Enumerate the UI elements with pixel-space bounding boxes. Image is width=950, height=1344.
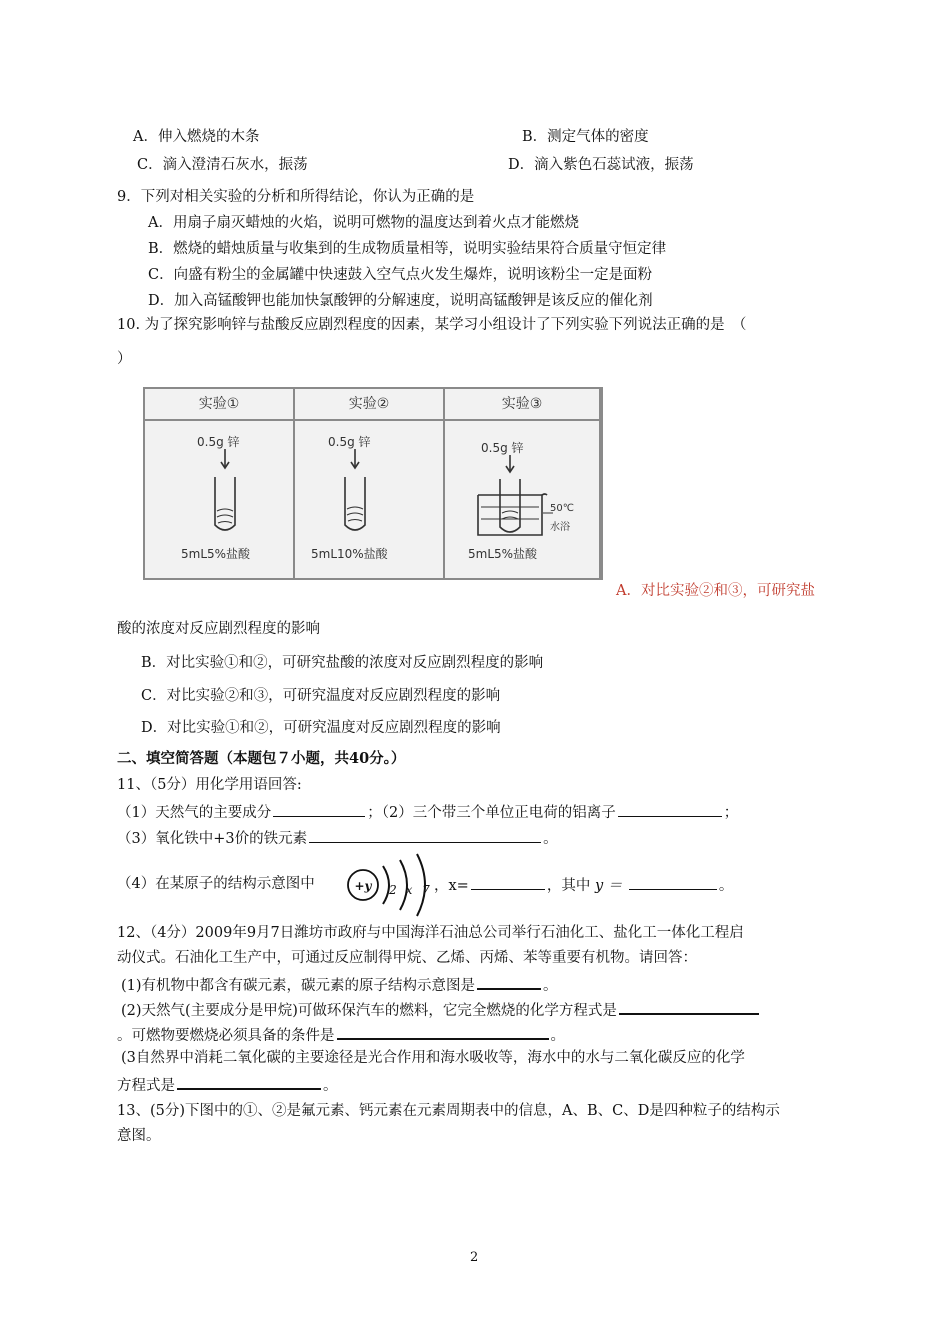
zinc-label-1: 0.5g 锌 (197, 435, 240, 449)
q12-condition-label: 。可燃物要燃烧必须具备的条件是 (117, 1028, 335, 1044)
q10-option-a-part1: A．对比实验②和③，可研究盐 (616, 583, 815, 599)
q12-line-5 (117, 1023, 565, 1046)
q11-answer-blank-3[interactable] (309, 827, 541, 843)
q11-part2-end: ； (723, 805, 739, 821)
q12-line-4 (121, 998, 761, 1021)
q11-y-prefix: ，其中 (546, 878, 591, 894)
q12-part1-label: (1)有机物中都含有碳元素，碳元素的原子结构示意图是 (121, 978, 476, 994)
shell-3-electrons: 7 (422, 883, 430, 897)
experiment-3-title: 实验③ (445, 389, 599, 421)
q9-option-a: A．用扇子扇灭蜡烛的火焰，说明可燃物的温度达到着火点才能燃烧 (148, 215, 579, 231)
q12-condition-end: 。 (550, 1028, 565, 1044)
q11-part4-answers (434, 874, 733, 896)
q10-stem: 10. 为了探究影响锌与盐酸反应剧烈程度的因素，某学习小组设计了下列实验下列说法正确的是 （ (117, 317, 747, 333)
q9-stem: 9．下列对相关实验的分析和所得结论，你认为正确的是 (117, 189, 475, 205)
shell-1-electrons: 2 (389, 883, 397, 897)
q12-line-6: (3自然界中消耗二氧化碳的主要途径是光合作用和海水吸收等，海水中的水与二氧化碳反应的化学 (121, 1050, 745, 1066)
zinc-label-2: 0.5g 锌 (328, 435, 371, 449)
q12-answer-blank-2[interactable] (619, 998, 759, 1015)
test-tube-drawings (145, 389, 601, 578)
acid-label-2: 5mL10%盐酸 (311, 547, 388, 561)
q11-x-blank[interactable] (471, 874, 545, 890)
q11-line-3 (117, 827, 558, 849)
q11-part2-label: ；（2）三个带三个单位正电荷的铝离子 (367, 805, 616, 821)
q11-part1-label: （1）天然气的主要成分 (117, 805, 272, 821)
water-bath-label: 水浴 (550, 522, 570, 533)
q11-y-label: y ＝ (594, 878, 623, 894)
section-2-title: 二、填空简答题（本题包７小题，共40分。） (117, 750, 406, 767)
q8-option-c: C．滴入澄清石灰水，振荡 (137, 157, 308, 173)
q11-part4-end: 。 (718, 878, 734, 894)
q11-part4-label: （4）在某原子的结构示意图中 (117, 876, 315, 892)
q12-part1-end: 。 (543, 978, 558, 994)
q9-option-c: C．向盛有粉尘的金属罐中快速鼓入空气点火发生爆炸，说明该粉尘一定是面粉 (148, 267, 653, 283)
q11-line-1 (117, 801, 738, 823)
q11-stem: 11、（5分）用化学用语回答: (117, 777, 302, 793)
experiment-2-title: 实验② (295, 389, 443, 421)
q10-stem-end: ） (117, 351, 132, 367)
experiment-figure (143, 387, 603, 580)
acid-label-1: 5mL5%盐酸 (181, 547, 251, 561)
q11-x-label: ，x= (434, 878, 469, 894)
shell-2-electrons: x (405, 883, 413, 897)
q11-answer-blank-2[interactable] (618, 801, 722, 817)
experiment-1-title: 实验① (145, 389, 293, 421)
q12-line-3 (121, 973, 558, 996)
acid-label-3: 5mL5%盐酸 (468, 547, 538, 561)
q11-part3-label: （3）氧化铁中+3价的铁元素 (117, 831, 308, 847)
atom-structure-diagram (343, 852, 435, 918)
q11-answer-blank-1[interactable] (273, 801, 365, 817)
q12-line-2: 动仪式。石油化工生产中，可通过反应制得甲烷、乙烯、丙烯、苯等重要有机物。请回答： (117, 950, 697, 966)
q9-option-d: D．加入高锰酸钾也能加快氯酸钾的分解速度，说明高锰酸钾是该反应的催化剂 (148, 293, 653, 309)
q8-option-a: A．伸入燃烧的木条 (133, 129, 260, 145)
q8-option-d: D．滴入紫色石蕊试液，振荡 (508, 157, 694, 173)
zinc-label-3: 0.5g 锌 (481, 441, 524, 455)
q12-answer-blank-1[interactable] (477, 973, 541, 990)
bath-temperature-label: 50℃ (550, 503, 574, 514)
q13-line-1: 13、(5分)下图中的①、②是氟元素、钙元素在元素周期表中的信息，A、B、C、D是四种粒子的结构示 (117, 1103, 780, 1119)
q10-option-d: D．对比实验①和②，可研究温度对反应剧烈程度的影响 (141, 720, 501, 736)
q11-part3-end: 。 (543, 831, 558, 847)
q10-option-c: C．对比实验②和③，可研究温度对反应剧烈程度的影响 (141, 688, 501, 704)
q12-answer-blank-4[interactable] (177, 1073, 321, 1090)
q11-y-blank[interactable] (629, 874, 717, 890)
page-number: 2 (470, 1250, 479, 1265)
nucleus-charge: +y (354, 879, 372, 893)
q9-option-b: B．燃烧的蜡烛质量与收集到的生成物质量相等，说明实验结果符合质量守恒定律 (148, 241, 667, 257)
q8-option-b: B．测定气体的密度 (522, 129, 649, 145)
q12-part2-label: (2)天然气(主要成分是甲烷)可做环保汽车的燃料，它完全燃烧的化学方程式是 (121, 1003, 617, 1019)
q12-answer-blank-3[interactable] (337, 1023, 549, 1040)
q12-line-1: 12、（4分）2009年9月7日潍坊市政府与中国海洋石油总公司举行石油化工、盐化工一体化工程启 (117, 925, 744, 941)
q10-option-a-part2: 酸的浓度对反应剧烈程度的影响 (117, 621, 320, 637)
q12-part3-label: 方程式是 (117, 1078, 175, 1094)
q10-option-b: B．对比实验①和②，可研究盐酸的浓度对反应剧烈程度的影响 (141, 655, 544, 671)
q12-line-7 (117, 1073, 338, 1096)
q13-line-2: 意图。 (117, 1128, 161, 1144)
q12-part3-end: 。 (323, 1078, 338, 1094)
